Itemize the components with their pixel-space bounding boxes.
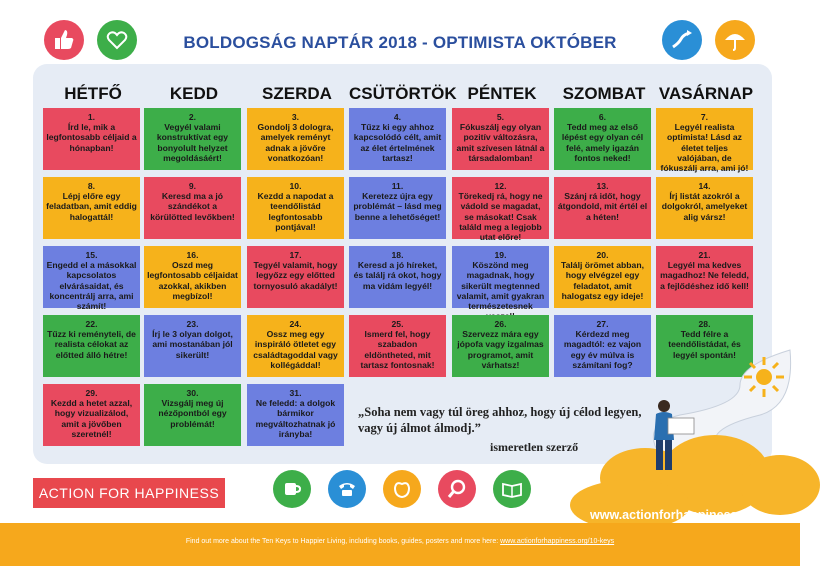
day-number: 18.	[391, 250, 404, 260]
calendar-day-cell	[144, 108, 241, 170]
calendar-day-cell	[349, 177, 446, 239]
day-text: Engedd el a másokkal kapcsolatos elvárásaidat, és koncentrálj arra, ami számít!	[46, 260, 137, 312]
day-number: 2.	[188, 112, 197, 122]
day-text: Tegyél valamit, hogy legyőzz egy előtted tornyosuló akadályt!	[253, 260, 338, 291]
day-number: 30.	[186, 388, 199, 398]
calendar-day-cell	[247, 246, 344, 308]
day-text: Lépj előre egy feladatban, amit eddig halogattál!	[46, 191, 137, 222]
apple-icon	[383, 470, 421, 508]
calendar-day-cell	[144, 177, 241, 239]
calendar-day-cell	[554, 108, 651, 170]
day-header-saturday: SZOMBAT	[562, 84, 646, 103]
day-number: 13.	[596, 181, 609, 191]
day-number: 26.	[494, 319, 507, 329]
umbrella-icon	[715, 20, 755, 60]
day-number: 15.	[85, 250, 98, 260]
day-number: 12.	[494, 181, 507, 191]
day-header-sunday: VASÁRNAP	[658, 84, 754, 103]
day-text: Köszönd meg magadnak, hogy sikerült megtenned valamit, amit gyakran természetesnek	[456, 260, 545, 312]
calendar-day-cell	[452, 246, 549, 312]
day-text: Vizsgálj meg új nézőpontból egy problémát!	[158, 398, 227, 429]
day-text: Szervezz mára egy jópofa vagy izgalmas programot, amit várhatsz!	[457, 329, 544, 370]
heart-hand-icon	[97, 20, 137, 60]
calendar-day-cell	[43, 246, 140, 312]
day-number: 16.	[186, 250, 199, 260]
day-text: Legyél realista optimista! Lásd az életet teljes valójában, de fókuszálj arra, ami jó!	[660, 122, 749, 174]
day-text: Oszd meg legfontosabb céljaidat azokkal, akikben megbízol!	[147, 260, 238, 301]
day-number: 10.	[289, 181, 302, 191]
calendar-day-cell	[144, 246, 241, 308]
day-text: Fókuszálj egy olyan pozitív változásra, amit szívesen látnál a társadalomban!	[456, 122, 545, 163]
calendar-day-cell	[452, 315, 549, 377]
day-text: Tűzz ki reményteli, de realista célokat az előtted álló hétre!	[47, 329, 136, 360]
day-number: 31.	[289, 388, 302, 398]
day-text: Szánj rá időt, hogy átgondold, mit értél el a héten!	[557, 191, 648, 222]
day-text: Kérdezd meg magadtól: ez vajon egy év múlva is számítani fog?	[563, 329, 642, 370]
day-text: Legyél ma kedves magadhoz! Ne feledd, a fejlődéshez idő kell!	[660, 260, 749, 291]
day-number: 24.	[289, 319, 302, 329]
day-number: 28.	[698, 319, 711, 329]
footer-text	[0, 538, 800, 545]
calendar-day-cell	[43, 177, 140, 239]
footer-link[interactable]: www.actionforhappiness.org/10-keys	[500, 538, 615, 545]
calendar-day-cell	[554, 246, 651, 308]
day-number: 19.	[494, 250, 507, 260]
calendar-day-cell	[349, 315, 446, 377]
day-text: Tűzz ki egy ahhoz kapcsolódó célt, amit az élet értelmének tartasz!	[353, 122, 442, 163]
day-text: Ismerd fel, hogy szabadon eldöntheted, mit tartasz fontosnak!	[360, 329, 435, 370]
quote-author: ismeretlen szerző	[490, 440, 579, 454]
calendar-day-cell	[656, 108, 753, 174]
day-number: 21.	[698, 250, 711, 260]
calendar-day-cell	[43, 384, 140, 446]
website-text: www.actionforhappiness.org	[590, 508, 762, 522]
calendar-day-cell	[247, 108, 344, 170]
day-text: Gondolj 3 dologra, amelyek reményt adnak a jövőre vonatkozóan!	[257, 122, 334, 163]
day-number: 3.	[291, 112, 300, 122]
day-number: 6.	[598, 112, 607, 122]
day-header-monday: HÉTFŐ	[64, 84, 122, 103]
day-number: 29.	[85, 388, 98, 398]
day-number: 20.	[596, 250, 609, 260]
day-number: 27.	[596, 319, 609, 329]
day-number: 9.	[188, 181, 197, 191]
person-illustration	[642, 398, 702, 478]
day-text: Tedd meg az első lépést egy olyan cél felé, amely igazán fontos neked!	[561, 122, 644, 163]
day-header-tuesday: KEDD	[169, 84, 219, 103]
book-icon	[493, 470, 531, 508]
calendar-day-cell	[247, 315, 344, 377]
day-number: 1.	[87, 112, 96, 122]
calendar-day-cell	[247, 384, 344, 446]
day-number: 17.	[289, 250, 302, 260]
sun-icon	[742, 355, 786, 399]
day-number: 23.	[186, 319, 199, 329]
calendar-day-cell	[247, 177, 344, 239]
day-number: 4.	[393, 112, 402, 122]
calendar-day-cell	[43, 108, 140, 170]
day-number: 5.	[496, 112, 505, 122]
calendar-day-cell	[144, 384, 241, 446]
day-text: Keretezz újra egy problémát – lásd meg benne a lehetőséget!	[353, 191, 442, 222]
day-text: Tedd félre a teendőlistádat, és legyél spontán!	[668, 329, 741, 360]
day-number: 8.	[87, 181, 96, 191]
calendar-day-cell	[656, 246, 753, 308]
footer-description: Find out more about the Ten Keys to Happier Living, including books, guides, posters and more here:	[185, 538, 501, 545]
action-for-happiness-logo: ACTION FOR HAPPINESS	[33, 478, 225, 508]
cup-icon	[273, 470, 311, 508]
path-icon	[662, 20, 702, 60]
day-text: Kezdd a napodat a teendőlistád legfontosabb pontjával!	[257, 191, 334, 232]
day-text: Keresd a jó híreket, és találj rá okot, hogy ma vidám legyél!	[353, 260, 442, 291]
day-text: Írj listát azokról a dolgokról, amelyeket alig vársz!	[661, 191, 748, 222]
day-text: Ossz meg egy inspiráló ötletet egy családtagoddal vagy kollégáddal!	[253, 329, 338, 370]
day-number: 25.	[391, 319, 404, 329]
quote-text: „Soha nem vagy túl öreg ahhoz, hogy új célod legyen, vagy új álmot álmodj.”	[358, 405, 642, 435]
page-title: BOLDOGSÁG NAPTÁR 2018 - OPTIMISTA OKTÓBER	[183, 33, 617, 52]
calendar-day-cell	[349, 108, 446, 170]
day-header-thursday: CSÜTÖRTÖK	[349, 84, 457, 103]
day-header-wednesday: SZERDA	[262, 84, 332, 103]
day-text: Keresd ma a jó szándékot a körülötted levőkben!	[150, 191, 235, 222]
day-header-friday: PÉNTEK	[467, 84, 537, 103]
day-text: Írd le, mik a legfontosabb céljaid a hónapban!	[46, 122, 137, 153]
calendar-day-cell	[144, 315, 241, 377]
phone-icon	[328, 470, 366, 508]
cloud-shape	[740, 455, 820, 515]
day-number: 14.	[698, 181, 711, 191]
magnifier-icon	[438, 470, 476, 508]
thumbs-up-icon	[44, 20, 84, 60]
day-text: Írj le 3 olyan dolgot, ami mostanában jól sikerült!	[152, 329, 233, 360]
day-number: 11.	[391, 181, 404, 191]
calendar-day-cell	[656, 177, 753, 239]
calendar-day-cell	[349, 246, 446, 308]
day-text: Találj örömet abban, hogy elvégzel egy feladatot, amit halogatsz egy ideje!	[561, 260, 644, 301]
calendar-day-cell	[452, 108, 549, 170]
calendar-day-cell	[452, 177, 549, 243]
day-number: 22.	[85, 319, 98, 329]
day-text: Ne feledd: a dolgok bármikor megváltozhatnak jó irányba!	[255, 398, 336, 439]
day-text: Vegyél valami konstruktívat egy bonyolult helyzet megoldásáért!	[156, 122, 229, 163]
day-text: Kezdd a hetet azzal, hogy vizualizálod, amit a jövőben szeretnél!	[50, 398, 133, 439]
day-number: 7.	[700, 112, 709, 122]
calendar-day-cell	[554, 177, 651, 239]
day-text: Törekedj rá, hogy ne vádold se magadat, se másokat! Csak találd meg a legjobb utat előre!	[458, 191, 543, 243]
calendar-day-cell	[43, 315, 140, 377]
